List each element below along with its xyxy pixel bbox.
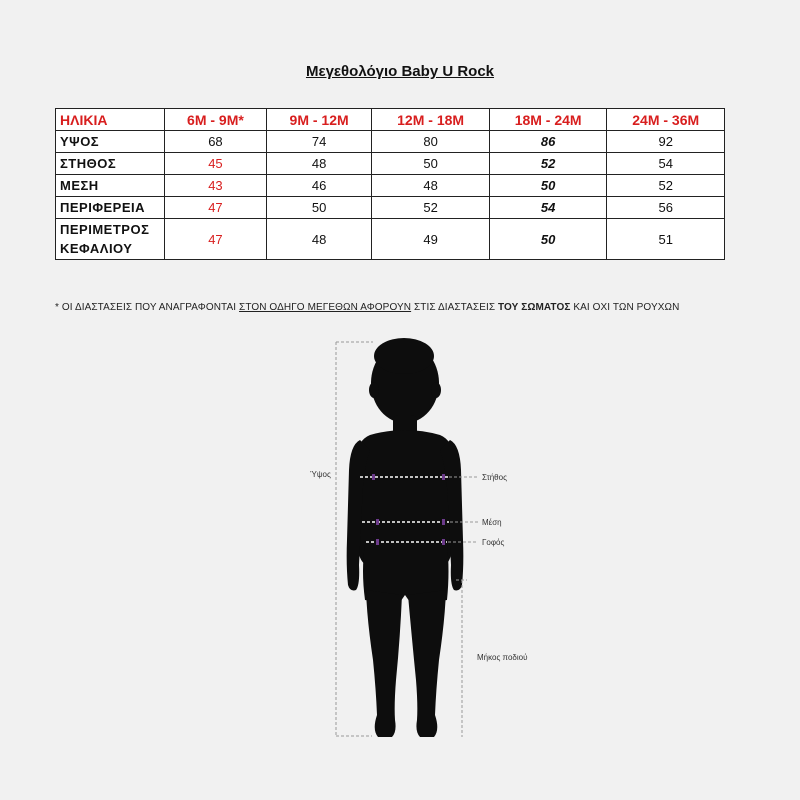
row-label: ΠΕΡΙΦΕΡΕΙΑ xyxy=(56,197,165,219)
leg-length-label: Μήκος ποδιού xyxy=(477,653,528,662)
note-part-5: ΚΑΙ ΟΧΙ ΤΩΝ ΡΟΥΧΩΝ xyxy=(570,302,680,313)
chest-label: Στήθος xyxy=(482,473,507,482)
table-cell: 48 xyxy=(266,153,371,175)
table-cell: 52 xyxy=(489,153,607,175)
hip-label: Γοφός xyxy=(482,538,505,547)
table-cell: 50 xyxy=(372,153,490,175)
table-cell: 45 xyxy=(165,153,267,175)
row-label-line-2: ΚΕΦΑΛΙΟΥ xyxy=(60,241,133,256)
row-label-line-1: ΠΕΡΙΜΕΤΡΟΣ xyxy=(60,222,150,237)
table-cell: 46 xyxy=(266,175,371,197)
table-cell: 50 xyxy=(489,175,607,197)
table-cell: 74 xyxy=(266,131,371,153)
table-cell: 48 xyxy=(372,175,490,197)
table-cell: 51 xyxy=(607,219,725,260)
header-age: ΗΛΙΚΙΑ xyxy=(56,109,165,131)
child-silhouette xyxy=(347,338,464,737)
note-part-4: ΤΟΥ ΣΩΜΑΤΟΣ xyxy=(498,302,571,313)
table-cell: 49 xyxy=(372,219,490,260)
table-cell: 54 xyxy=(489,197,607,219)
table-cell: 80 xyxy=(372,131,490,153)
table-cell: 48 xyxy=(266,219,371,260)
table-cell: 43 xyxy=(165,175,267,197)
table-cell: 68 xyxy=(165,131,267,153)
height-label: Ύψος xyxy=(310,470,331,479)
table-cell: 54 xyxy=(607,153,725,175)
table-cell: 92 xyxy=(607,131,725,153)
header-col-1: 6M - 9M* xyxy=(165,109,267,131)
table-cell: 50 xyxy=(266,197,371,219)
table-cell: 52 xyxy=(607,175,725,197)
row-label: ΜΕΣΗ xyxy=(56,175,165,197)
table-cell: 47 xyxy=(165,197,267,219)
note-part-1: * ΟΙ ΔΙΑΣΤΑΣΕΙΣ ΠΟΥ ΑΝΑΓΡΑΦΟΝΤΑΙ xyxy=(55,302,240,313)
waist-label: Μέση xyxy=(482,518,502,527)
table-cell: 86 xyxy=(489,131,607,153)
row-label: ΣΤΗΘΟΣ xyxy=(56,153,165,175)
table-cell: 50 xyxy=(489,219,607,260)
table-cell: 52 xyxy=(372,197,490,219)
note-part-2: ΣΤΟΝ ΟΔΗΓΟ ΜΕΓΕΘΩΝ ΑΦΟΡΟΥΝ xyxy=(239,302,412,313)
note-part-3: ΣΤΙΣ ΔΙΑΣΤΑΣΕΙΣ xyxy=(411,302,498,313)
header-col-4: 18M - 24M xyxy=(489,109,607,131)
row-label: ΥΨΟΣ xyxy=(56,131,165,153)
table-cell: 56 xyxy=(607,197,725,219)
header-col-2: 9M - 12M xyxy=(266,109,371,131)
page-title: Μεγεθολόγιο Baby U Rock xyxy=(305,63,495,80)
header-col-3: 12M - 18M xyxy=(372,109,490,131)
table-cell: 47 xyxy=(165,219,267,260)
header-col-5: 24M - 36M xyxy=(607,109,725,131)
